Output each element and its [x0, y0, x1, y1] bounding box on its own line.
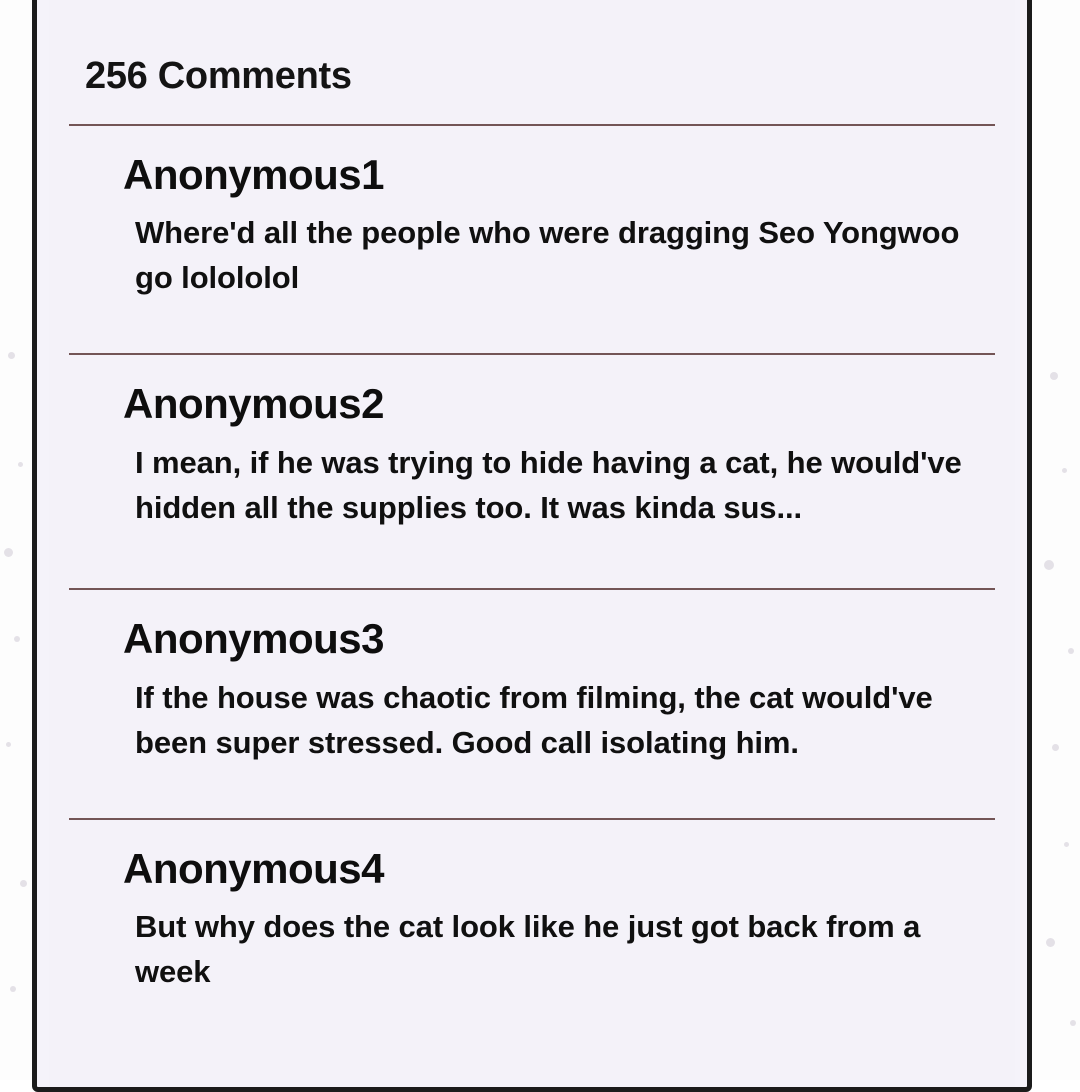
paper-speck — [1068, 648, 1074, 654]
comment-text: But why does the cat look like he just got back from a week — [135, 909, 921, 989]
paper-speck — [1070, 1020, 1076, 1026]
comment-text: If the house was chaotic from filming, the cat would've been super stressed. Good call isolating him. — [135, 679, 933, 760]
comment-item[interactable] — [49, 126, 1015, 353]
comment-section — [49, 0, 1015, 995]
comment-author[interactable]: Anonymous3 — [123, 615, 385, 663]
comment-item[interactable] — [49, 820, 1015, 995]
paper-speck — [1044, 560, 1054, 570]
divider — [69, 124, 995, 126]
paper-speck — [1050, 372, 1058, 380]
paper-speck — [1052, 744, 1059, 751]
comment-author[interactable]: Anonymous1 — [123, 151, 385, 198]
paper-speck — [1064, 842, 1069, 847]
comments-count-heading: 256 Comments — [85, 55, 352, 97]
comment-text: Where'd all the people who were dragging Seo Yongwoo go lolololol — [135, 215, 960, 296]
paper-speck — [8, 352, 15, 359]
divider — [69, 818, 995, 820]
paper-speck — [1046, 938, 1055, 947]
paper-speck — [14, 636, 20, 642]
comment-item[interactable] — [49, 355, 1015, 588]
paper-speck — [18, 462, 23, 467]
phone-frame — [32, 0, 1032, 1092]
paper-speck — [6, 742, 11, 747]
divider — [69, 588, 995, 590]
paper-speck — [20, 880, 27, 887]
paper-speck — [4, 548, 13, 557]
comment-author[interactable]: Anonymous2 — [123, 380, 385, 428]
paper-speck — [10, 986, 16, 992]
comment-text: I mean, if he was trying to hide having a cat, he would've hidden all the supplies too. It was kinda sus... — [135, 444, 962, 525]
paper-speck — [1062, 468, 1067, 473]
comment-author[interactable]: Anonymous4 — [123, 844, 385, 892]
comment-item[interactable] — [49, 590, 1015, 817]
app-screen — [49, 0, 1015, 1087]
divider — [69, 353, 995, 355]
